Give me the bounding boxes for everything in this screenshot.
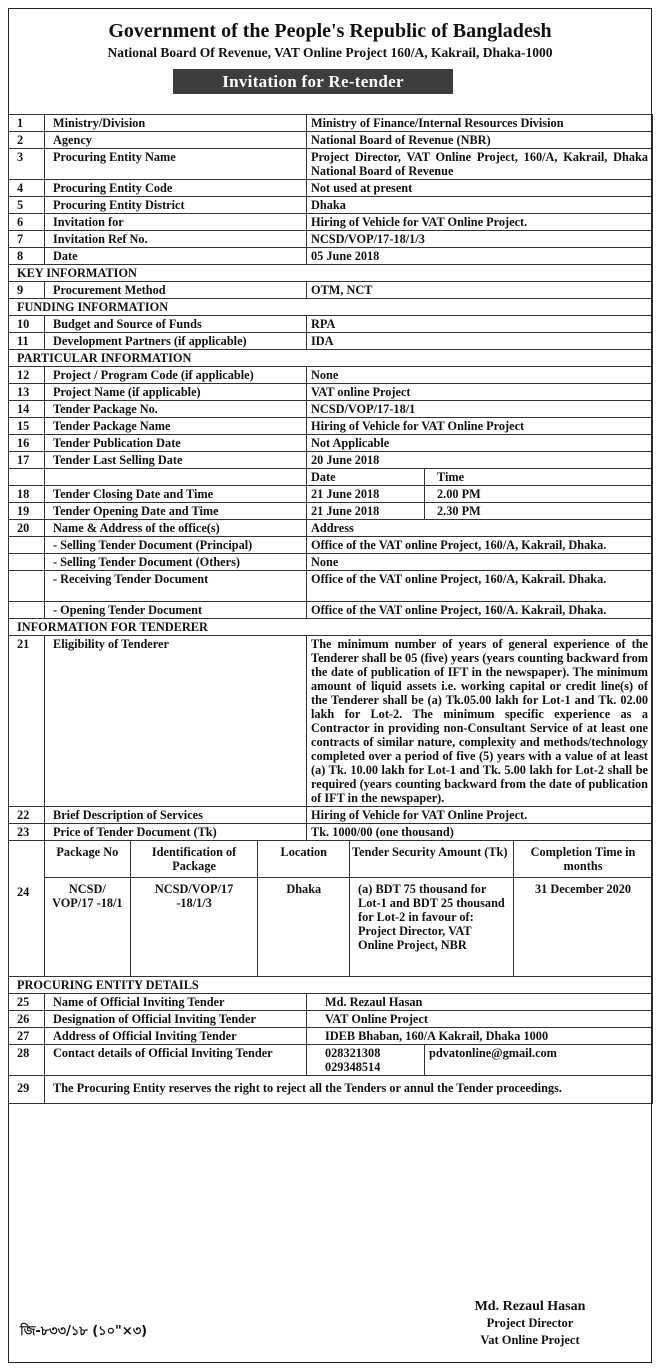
location-header: Location bbox=[258, 841, 350, 878]
row-label: Development Partners (if applicable) bbox=[45, 333, 307, 350]
row-number: 25 bbox=[9, 994, 45, 1011]
row-number: 22 bbox=[9, 807, 45, 824]
table-row bbox=[9, 231, 653, 248]
row-label: Designation of Official Inviting Tender bbox=[45, 1011, 307, 1028]
row-number: 7 bbox=[9, 231, 45, 248]
table-row bbox=[9, 401, 653, 418]
table-row bbox=[9, 520, 653, 537]
row-number: 4 bbox=[9, 180, 45, 197]
signatory-name: Md. Rezaul Hasan bbox=[474, 1299, 586, 1314]
signature-block bbox=[420, 1298, 640, 1349]
table-row bbox=[9, 1011, 653, 1028]
row-value: Dhaka bbox=[307, 197, 653, 214]
row-label: Tender Package No. bbox=[45, 401, 307, 418]
row-number: 6 bbox=[9, 214, 45, 231]
row-label: Invitation for bbox=[45, 214, 307, 231]
tender-table bbox=[8, 114, 653, 1104]
row-label: Procuring Entity Name bbox=[45, 149, 307, 180]
signatory-title: Project Director bbox=[486, 1316, 574, 1330]
row-time: 2.30 PM bbox=[425, 503, 653, 520]
table-row bbox=[9, 367, 653, 384]
row-number: 16 bbox=[9, 435, 45, 452]
table-row bbox=[9, 452, 653, 469]
row-value: NCSD/VOP/17-18/1/3 bbox=[307, 231, 653, 248]
contact-phone-1: 028321308 bbox=[325, 1046, 381, 1060]
table-row bbox=[9, 316, 653, 333]
table-row bbox=[9, 384, 653, 401]
table-row bbox=[9, 180, 653, 197]
row-number: 19 bbox=[9, 503, 45, 520]
completion-time: 31 December 2020 bbox=[534, 882, 632, 896]
row-value: Hiring of Vehicle for VAT Online Project. bbox=[307, 807, 653, 824]
table-row bbox=[9, 1076, 653, 1104]
row-number: 15 bbox=[9, 418, 45, 435]
table-row bbox=[9, 602, 653, 619]
section-header: PROCURING ENTITY DETAILS bbox=[9, 977, 653, 994]
banner-title: Invitation for Re-tender bbox=[173, 69, 453, 94]
row-value: Office of the VAT online Project, 160/A. Kakrail, Dhaka. bbox=[307, 602, 653, 619]
row-number: 11 bbox=[9, 333, 45, 350]
row-value: RPA bbox=[307, 316, 653, 333]
row-number: 1 bbox=[9, 115, 45, 132]
row-value: Not used at present bbox=[307, 180, 653, 197]
row-label: - Opening Tender Document bbox=[45, 602, 307, 619]
row-number: 20 bbox=[9, 520, 45, 537]
tender-security: (a) BDT 75 thousand for Lot-1 and BDT 25 thousand for Lot-2 in favour of: Project Director, VAT Online Project, NBR bbox=[350, 878, 514, 977]
package-location: Dhaka bbox=[258, 878, 350, 977]
table-row bbox=[9, 197, 653, 214]
row-time: 2.00 PM bbox=[425, 486, 653, 503]
row-label: Name of Official Inviting Tender bbox=[45, 994, 307, 1011]
row-number: 13 bbox=[9, 384, 45, 401]
row-label: Tender Closing Date and Time bbox=[45, 486, 307, 503]
contact-phone-2: 029348514 bbox=[325, 1060, 381, 1074]
row-value: OTM, NCT bbox=[307, 282, 653, 299]
row-value: Hiring of Vehicle for VAT Online Project bbox=[307, 418, 653, 435]
row-label: Brief Description of Services bbox=[45, 807, 307, 824]
table-row bbox=[9, 636, 653, 807]
row-number: 24 bbox=[9, 841, 45, 977]
table-row bbox=[9, 994, 653, 1011]
row-label: Tender Opening Date and Time bbox=[45, 503, 307, 520]
date-column-header: Date bbox=[307, 469, 425, 486]
reservation-clause: The Procuring Entity reserves the right to reject all the Tenders or annul the Tender proceedings. bbox=[45, 1076, 653, 1104]
time-column-header: Time bbox=[425, 469, 653, 486]
package-identification: NCSD/VOP/17 -18/1/3 bbox=[130, 878, 258, 977]
package-table bbox=[45, 841, 652, 976]
row-label: Ministry/Division bbox=[45, 115, 307, 132]
row-number: 27 bbox=[9, 1028, 45, 1045]
table-row bbox=[9, 537, 653, 554]
row-label: Date bbox=[45, 248, 307, 265]
row-label: Tender Publication Date bbox=[45, 435, 307, 452]
row-number: 26 bbox=[9, 1011, 45, 1028]
table-row bbox=[9, 435, 653, 452]
table-row bbox=[9, 1028, 653, 1045]
section-header: PARTICULAR INFORMATION bbox=[9, 350, 653, 367]
table-row bbox=[9, 418, 653, 435]
row-number: 28 bbox=[9, 1045, 45, 1076]
row-value: National Board of Revenue (NBR) bbox=[307, 132, 653, 149]
identification-header: Identification of Package bbox=[130, 841, 258, 878]
table-row bbox=[9, 486, 653, 503]
section-header: KEY INFORMATION bbox=[9, 265, 653, 282]
row-value: NCSD/VOP/17-18/1 bbox=[307, 401, 653, 418]
row-number: 18 bbox=[9, 486, 45, 503]
package-data-row bbox=[45, 878, 652, 977]
date-time-header bbox=[9, 469, 653, 486]
publication-code: জি-৮৩৩/১৮ (১০"×৩) bbox=[20, 1324, 148, 1339]
row-value: 20 June 2018 bbox=[307, 452, 653, 469]
table-row bbox=[9, 807, 653, 824]
header-title: Government of the People's Republic of Bangladesh bbox=[108, 20, 552, 42]
table-row bbox=[9, 282, 653, 299]
row-label: Procurement Method bbox=[45, 282, 307, 299]
row-label: Price of Tender Document (Tk) bbox=[45, 824, 307, 841]
table-row bbox=[9, 333, 653, 350]
row-label: Contact details of Official Inviting Tender bbox=[45, 1045, 307, 1076]
security-header: Tender Security Amount (Tk) bbox=[350, 841, 514, 878]
row-value: Ministry of Finance/Internal Resources Division bbox=[307, 115, 653, 132]
row-label: Budget and Source of Funds bbox=[45, 316, 307, 333]
completion-header: Completion Time in months bbox=[514, 841, 652, 878]
contact-email: pdvatonline@gmail.com bbox=[425, 1045, 653, 1076]
row-label: Procuring Entity District bbox=[45, 197, 307, 214]
row-number: 29 bbox=[9, 1076, 45, 1104]
row-number: 5 bbox=[9, 197, 45, 214]
row-value: Address bbox=[307, 520, 653, 537]
row-number: 10 bbox=[9, 316, 45, 333]
package-table-row bbox=[9, 841, 653, 977]
row-value: 05 June 2018 bbox=[307, 248, 653, 265]
row-date: 21 June 2018 bbox=[307, 486, 425, 503]
header-subtitle: National Board Of Revenue, VAT Online Project 160/A, Kakrail, Dhaka-1000 bbox=[107, 45, 553, 60]
signatory-organization: Vat Online Project bbox=[480, 1333, 580, 1347]
row-value: Not Applicable bbox=[307, 435, 653, 452]
row-value: VAT Online Project bbox=[307, 1011, 653, 1028]
table-row bbox=[9, 824, 653, 841]
row-value: Office of the VAT online Project, 160/A, Kakrail. Dhaka. bbox=[307, 571, 653, 602]
row-date: 21 June 2018 bbox=[307, 503, 425, 520]
row-label: Invitation Ref No. bbox=[45, 231, 307, 248]
row-label: Project Name (if applicable) bbox=[45, 384, 307, 401]
row-value: None bbox=[307, 554, 653, 571]
table-row bbox=[9, 214, 653, 231]
row-value: None bbox=[307, 367, 653, 384]
package-no-header: Package No bbox=[45, 841, 130, 878]
row-value: Md. Rezaul Hasan bbox=[307, 994, 653, 1011]
row-label: Agency bbox=[45, 132, 307, 149]
table-row bbox=[9, 132, 653, 149]
row-value: IDEB Bhaban, 160/A Kakrail, Dhaka 1000 bbox=[307, 1028, 653, 1045]
row-number: 14 bbox=[9, 401, 45, 418]
row-number: 8 bbox=[9, 248, 45, 265]
row-value: IDA bbox=[307, 333, 653, 350]
row-number: 9 bbox=[9, 282, 45, 299]
table-row bbox=[9, 248, 653, 265]
eligibility-text: The minimum number of years of general experience of the Tenderer shall be 05 (five) years (years counting backward from the date of publication of IFT in the newspaper). The minimum amount of liquid assets i.e. working capital or credit line(s) of the Tenderer shall be (a) Tk.05.00 lakh for Lot-1 and Tk. 02.00 lakh for Lot-2. The minimum specific experience as a Contractor in providing non-Consultant Service of at least one contracts of similar nature, complexity and methods/technology completed over a period of five (5) years with a value of at least (a) Tk. 10.00 lakh for Lot-1 and Tk. 5.00 lakh for Lot-2 shall be required (years counting backward from the date of publication of IFT in the newspaper). bbox=[307, 636, 653, 807]
row-number: 21 bbox=[9, 636, 45, 807]
row-value: VAT online Project bbox=[307, 384, 653, 401]
row-value: Hiring of Vehicle for VAT Online Project. bbox=[307, 214, 653, 231]
row-label: - Selling Tender Document (Principal) bbox=[45, 537, 307, 554]
table-row bbox=[9, 571, 653, 602]
row-number: 2 bbox=[9, 132, 45, 149]
row-number: 17 bbox=[9, 452, 45, 469]
row-number: 23 bbox=[9, 824, 45, 841]
row-label: Project / Program Code (if applicable) bbox=[45, 367, 307, 384]
row-label: Name & Address of the office(s) bbox=[45, 520, 307, 537]
section-header: FUNDING INFORMATION bbox=[9, 299, 653, 316]
table-row bbox=[9, 115, 653, 132]
section-header: INFORMATION FOR TENDERER bbox=[9, 619, 653, 636]
table-row bbox=[9, 554, 653, 571]
table-row bbox=[9, 149, 653, 180]
row-value: Project Director, VAT Online Project, 160/A, Kakrail, Dhaka National Board of Revenue bbox=[307, 149, 653, 180]
row-label: Tender Package Name bbox=[45, 418, 307, 435]
row-label: Eligibility of Tenderer bbox=[45, 636, 307, 807]
row-label: Address of Official Inviting Tender bbox=[45, 1028, 307, 1045]
row-label: Procuring Entity Code bbox=[45, 180, 307, 197]
row-label: - Selling Tender Document (Others) bbox=[45, 554, 307, 571]
row-value: Office of the VAT online Project, 160/A, Kakrail, Dhaka. bbox=[307, 537, 653, 554]
package-no: NCSD/ VOP/17 -18/1 bbox=[45, 878, 130, 977]
row-label: Tender Last Selling Date bbox=[45, 452, 307, 469]
row-label: - Receiving Tender Document bbox=[45, 571, 307, 602]
row-value: Tk. 1000/00 (one thousand) bbox=[307, 824, 653, 841]
row-number: 3 bbox=[9, 149, 45, 180]
table-row bbox=[9, 1045, 653, 1076]
table-row bbox=[9, 503, 653, 520]
package-header-row bbox=[45, 841, 652, 878]
row-number: 12 bbox=[9, 367, 45, 384]
